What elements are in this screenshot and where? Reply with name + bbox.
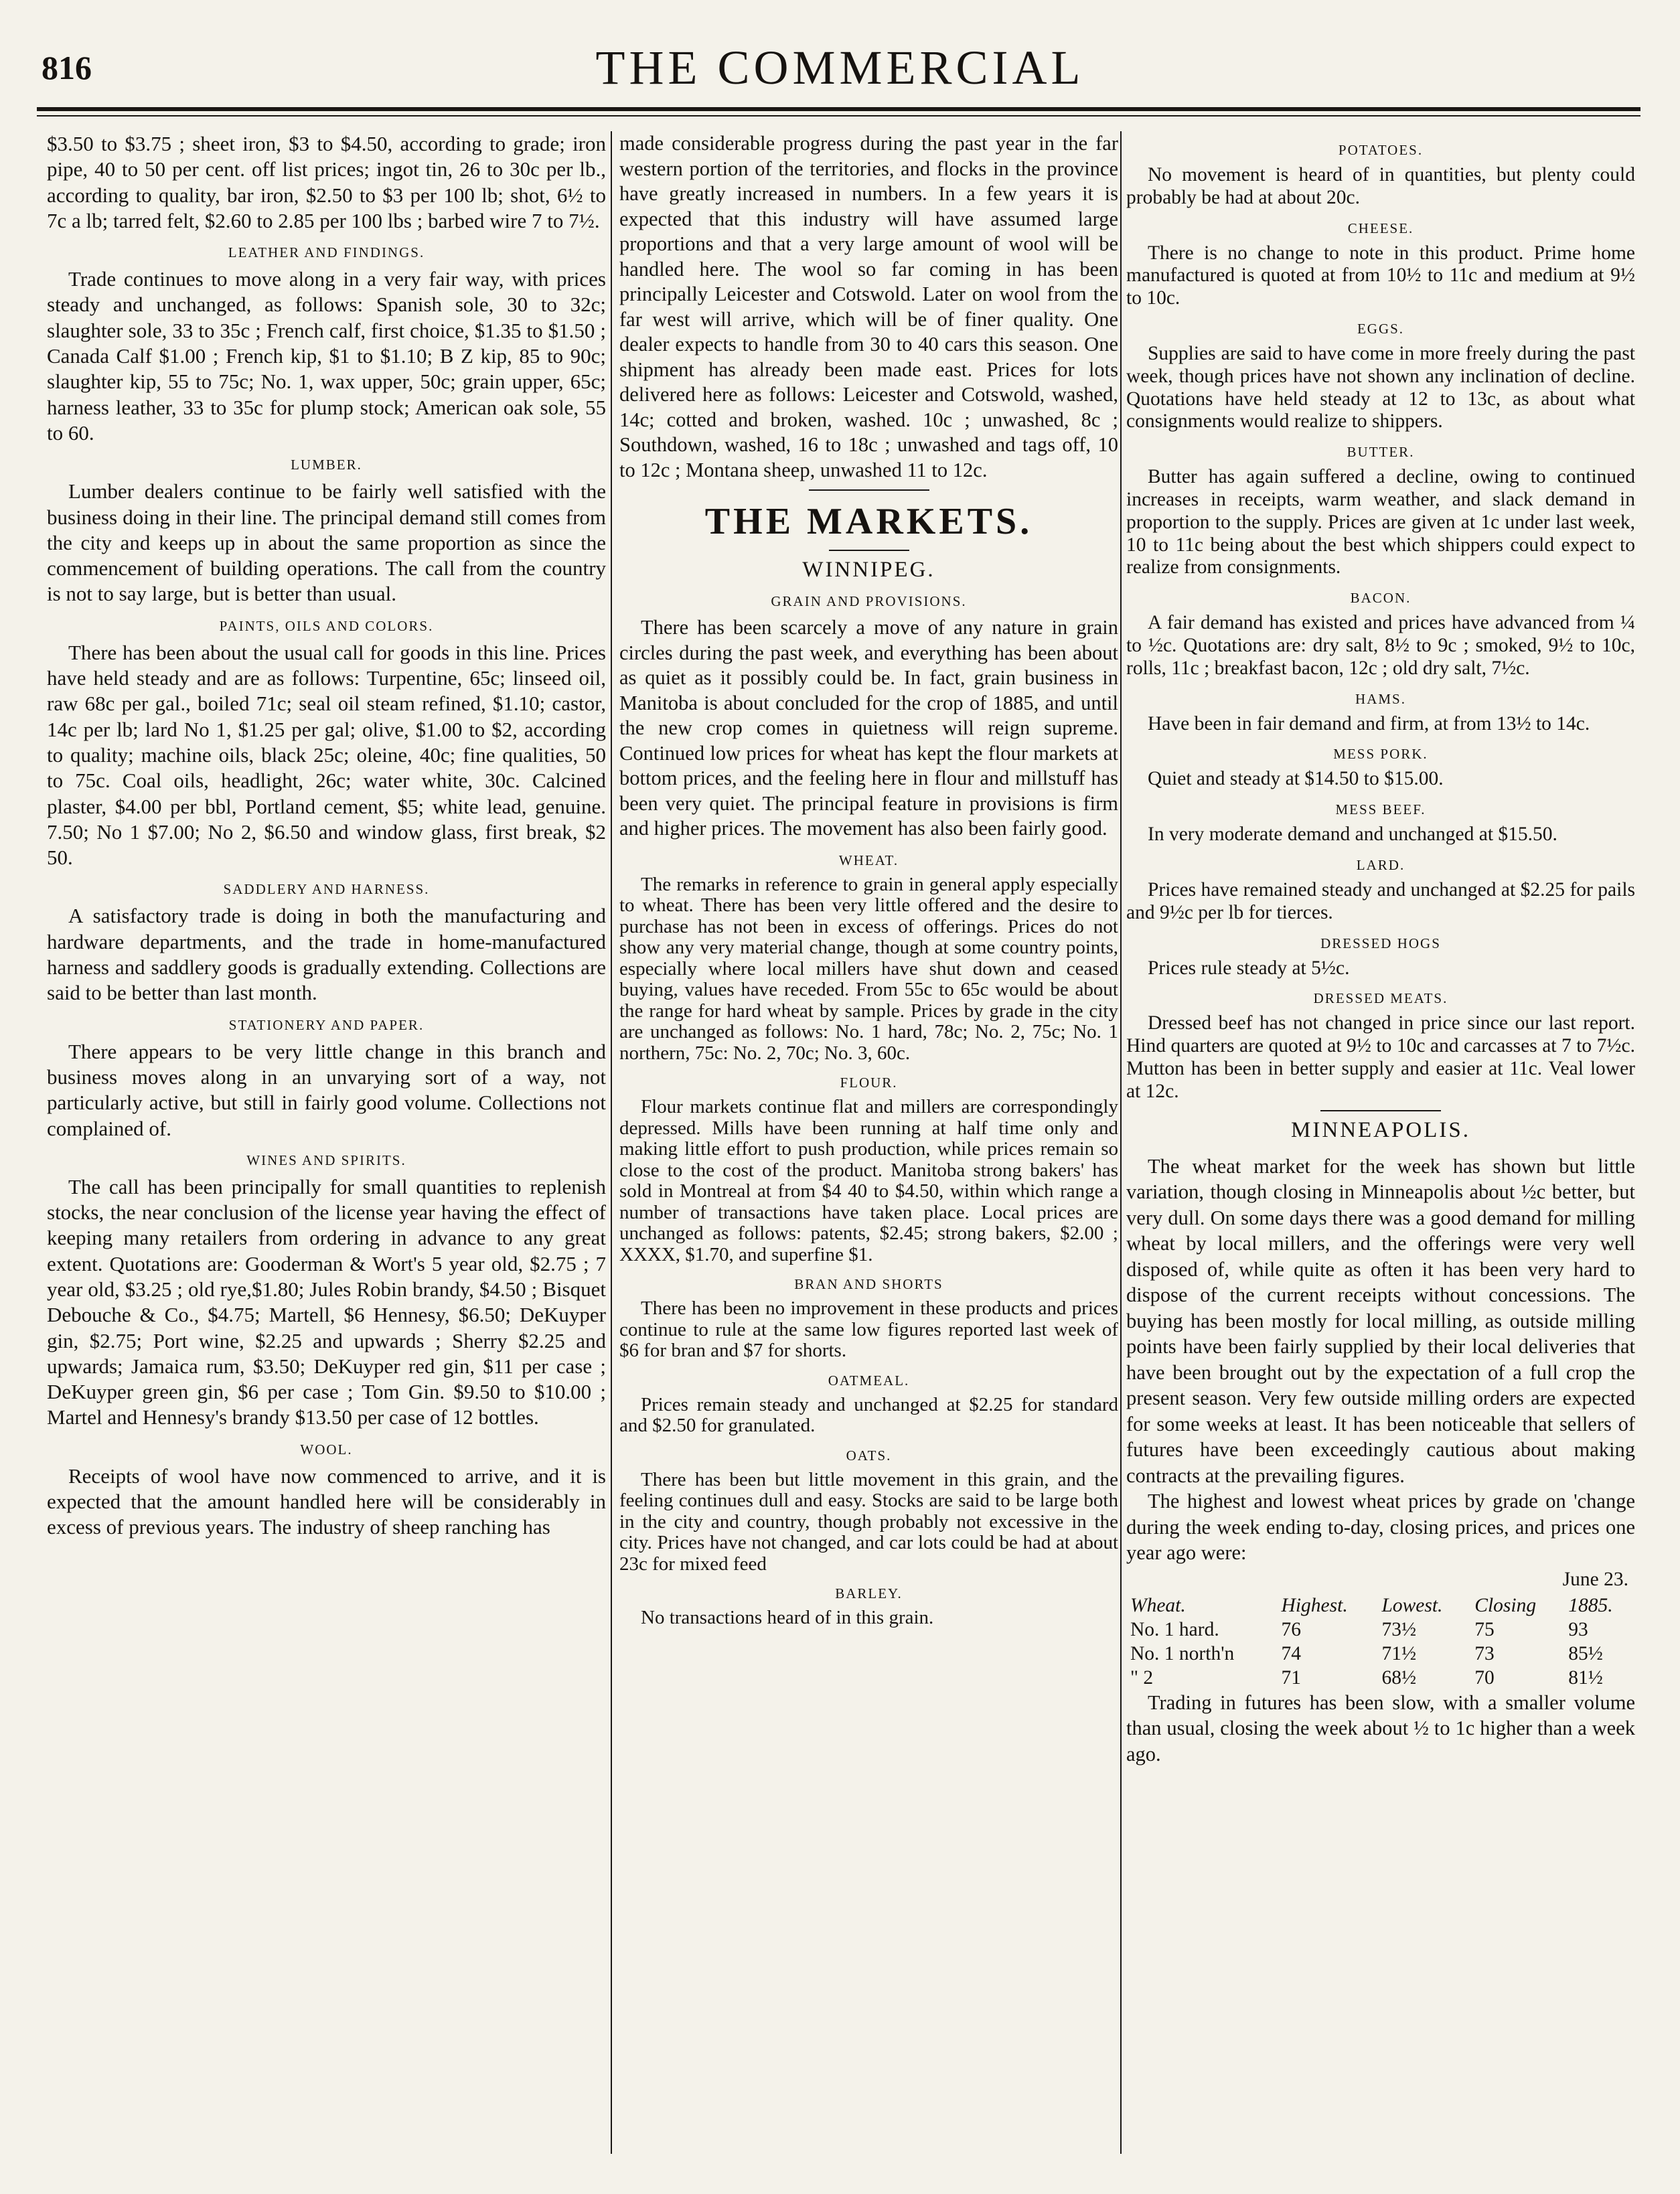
section-text: A fair demand has existed and prices have advanced from ¼ to ½c. Quotations are: dry salt, 8½ to 9c ; smoked, 9½ to 10c, rolls, 11c ; breakfast bacon, 12c ; old dry salt, 7½c. [1126, 612, 1635, 679]
article-section [619, 1447, 1118, 1575]
section-heading: EGGS. [1357, 320, 1405, 337]
article-section [47, 618, 606, 871]
table-cell: No. 1 hard. [1130, 1618, 1219, 1640]
article-section [1126, 746, 1635, 791]
section-heading: WINES AND SPIRITS. [246, 1152, 406, 1168]
section-text: The highest and lowest wheat prices by grade on 'change during the week ending to-day, closing prices, and prices one year ago were: [1126, 1490, 1635, 1565]
section-text: There has been scarcely a move of any nature in grain circles during the past week, and everything has been about as quiet as it possibly could be. In fact, grain business in Manitoba is about concluded for the crop of 1885, and until the new crop comes in quietness will reign supreme. Continued low prices for wheat has kept the flour markets at bottom prices, and the feeling here in flour and millstuff has been very quiet. The principal feature in provisions is firm and higher prices. The movement has also been fairly good. [619, 616, 1118, 840]
section-heading: MESS BEEF. [1335, 801, 1426, 818]
section-text: Trade continues to move along in a very fair way, with prices steady and unchanged, as follows: Spanish sole, 30 to 32c; slaughter sole, 33 to 35c ; French calf, first choice, $1.35 to $1.50 ; Canada Calf $1.00 ; French kip, $1 to $1.10; B Z kip, 85 to 90c; slaughter kip, 55 to 75c; No. 1, wax upper, 50c; grain upper, 65c; harness leather, 33 to 35c for plump stock; American oak sole, 55 to 60. [47, 267, 606, 445]
section-text: The call has been principally for small quantities to replenish stocks, the near conclusion of the license year having the effect of keeping many retailers from ordering in advance to any great extent. Quotations are: Gooderman & Wort's 5 year old, $2.75 ; 7 year old, $3.25 ; old rye,$1.80; Jules Robin brandy, $4.50 ; Bisquet Debouche & Co., $4.75; Martell, $6 Hennesy, $6.50; DeKuyper gin, $2.75; Port wine, $2.25 and upwards ; Sherry $2.25 and upwards; Jamaica rum, $3.50; DeKuyper red gin, $11 per case ; DeKuyper green gin, $6 per case ; Tom Gin. $9.50 to $10.00 ; Martel and Hennesy's brandy $13.50 per case of 12 bottles. [47, 1174, 606, 1429]
section-heading: STATIONERY AND PAPER. [228, 1016, 425, 1033]
section-heading: LARD. [1356, 856, 1405, 873]
section-text: Butter has again suffered a decline, owing to continued increases in receipts, warm weather, and slack demand in proportion to the supply. Prices are given at 1c under last week, 10 to 11c being about the best which shippers could expect to realize from consignments. [1126, 466, 1635, 578]
minneapolis-title: MINNEAPOLIS. [1291, 1117, 1470, 1142]
section-text: There has been about the usual call for goods in this line. Prices have held steady and are as follows: Turpentine, 65c; linseed oil, raw 68c per gal., boiled 71c; seal oil steam refined, $1.10; castor, 14c per lb; lard No 1, $1.25 per gal; olive, $1.00 to $2, according to quality; machine oils, black 25c; oleine, 40c; fine qualities, 50 to 75c. Coal oils, headlight, 26c; water white, 30c. Calcined plaster, $4.00 per bbl, Portland cement, $5; white lead, genuine. 7.50; No 1 $7.00; No 2, $6.50 and window glass, first break, $2 50. [47, 640, 606, 870]
section-text: Trading in futures has been slow, with a smaller volume than usual, closing the week about ½ to 1c higher than a week ago. [1126, 1691, 1635, 1766]
article-section [1126, 142, 1635, 210]
table-row [1126, 1666, 1635, 1690]
section-heading: BACON. [1350, 590, 1411, 607]
section-text: Have been in fair demand and firm, at from 13½ to 14c. [1148, 712, 1590, 734]
column-divider [1120, 131, 1122, 2154]
table-cell: 74 [1281, 1642, 1302, 1664]
section-heading: DRESSED HOGS [1320, 935, 1441, 951]
section-text: Lumber dealers continue to be fairly well satisfied with the business doing in their line. The principal demand still comes from the city and keeps up in about the same proportion as since the commencement of building operations. The call from the country is not to say large, but is better than usual. [47, 479, 606, 606]
section-text: The remarks in reference to grain in general apply especially to wheat. There has been very little offered and the desire to purchase has not been in excess of offerings. Prices do not show any very material change, though at some country points, especially where local millers have shut down and ceased buying, values have receded. From 55c to 65c would be about the range for hard wheat by sample. Prices by grade in the city are unchanged as follows: No. 1 hard, 78c; No. 2, 75c; No. 1 northern, 75c: No. 2, 70c; No. 3, 60c. [619, 873, 1118, 1064]
column-divider [611, 131, 612, 2154]
wheat-price-table [1126, 1593, 1635, 1690]
section-heading: WOOL. [300, 1441, 353, 1458]
section-heading: PAINTS, OILS AND COLORS. [219, 617, 434, 634]
article-section [47, 131, 606, 234]
markets-title: THE MARKETS. [704, 501, 1033, 542]
section-heading: POTATOES. [1338, 142, 1424, 158]
article-section [47, 457, 606, 607]
section-heading: SADDLERY AND HARNESS. [223, 881, 430, 898]
article-section [619, 1373, 1118, 1437]
section-text: Flour markets continue flat and millers are correspondingly depressed. Mills have been running at half time only and making little effort to push production, while prices remain so close to the cost of the product. Manitoba strong bakers' has sold in Montreal at from $4 40 to $4.50, within which range a number of transactions have taken place. Local prices are unchanged as follows: patents, $2.45; strong bakers, $2.00 ; XXXX, $1.70, and superfine $1. [619, 1096, 1118, 1265]
article-section [1126, 590, 1635, 680]
section-heading: FLOUR. [840, 1075, 898, 1091]
section-text: Receipts of wool have now commenced to arrive, and it is expected that the amount handled here will be considerably in excess of previous years. The industry of sheep ranching has [47, 1464, 606, 1539]
section-divider [809, 489, 929, 491]
column-header: Closing [1474, 1594, 1537, 1616]
section-text: No transactions heard of in this grain. [641, 1607, 934, 1628]
section-text: Quiet and steady at $14.50 to $15.00. [1148, 768, 1444, 790]
column-header: Lowest. [1381, 1594, 1443, 1616]
article-section [619, 852, 1118, 1065]
table-cell: 76 [1281, 1618, 1302, 1640]
table-header-row [1126, 1593, 1635, 1618]
table-cell: No. 1 north'n [1130, 1642, 1235, 1664]
section-heading: LUMBER. [291, 457, 362, 473]
article-section [47, 1017, 606, 1142]
section-text: There has been but little movement in this grain, and the feeling continues dull and easy. Stocks are said to be large both in the city and country, though probably not excessive in the city. Prices have not changed, and car lots could be had at about 23c for mixed feed [619, 1468, 1118, 1575]
article-section [1126, 857, 1635, 925]
article-section [1126, 990, 1635, 1103]
winnipeg-title: WINNIPEG. [802, 558, 935, 582]
section-text: Dressed beef has not changed in price since our last report. Hind quarters are quoted at 9½ to 10c and carcasses at 7 to 7½c. Mutton has been in better supply and easier at 11c. Veal lower at 12c. [1126, 1012, 1635, 1102]
section-divider [829, 550, 909, 551]
section-text: There is no change to note in this product. Prime home manufactured is quoted at from 10½ to 11c and medium at 9½ to 10c. [1126, 242, 1635, 309]
column-header: Wheat. [1130, 1594, 1186, 1616]
article-section [47, 1441, 606, 1541]
article-section [47, 1152, 606, 1431]
header-rule-thin [37, 115, 1640, 116]
page-number: 816 [42, 49, 92, 86]
section-heading: GRAIN AND PROVISIONS. [771, 593, 967, 609]
section-heading: DRESSED MEATS. [1313, 990, 1448, 1007]
section-text: No movement is heard of in quantities, but plenty could probably be had at about 20c. [1126, 164, 1635, 208]
section-text: Supplies are said to have come in more freely during the past week, though prices have not shown any inclination of decline. Quotations have held steady at 12 to 13c, as about what consignments would realize to shippers. [1126, 342, 1635, 433]
section-text: $3.50 to $3.75 ; sheet iron, $3 to $4.50, according to grade; iron pipe, 40 to 50 per cent. off list prices; ingot tin, 26 to 30c per lb., according to quality, bar iron, $2.50 to $3 per 100 lb; shot, 6½ to 7c a lb; tarred felt, $2.60 to 2.85 per 100 lbs ; barbed wire 7 to 7½. [47, 132, 606, 232]
article-section [1126, 321, 1635, 433]
header-rule-thick [37, 107, 1640, 111]
article-section [1126, 220, 1635, 310]
column-right [1126, 131, 1635, 2154]
section-heading: WHEAT. [838, 852, 899, 868]
section-heading: BARLEY. [835, 1585, 903, 1601]
article-section [1126, 691, 1635, 736]
section-heading: BUTTER. [1347, 444, 1415, 461]
section-text: The wheat market for the week has shown but little variation, though closing in Minneapolis about ½c better, but very dull. On some days there was a good demand for milling wheat by local millers, and the offerings were very well disposed of, while quite as often it has been very hard to dispose of the current receipts without concessions. The buying has been mostly for local milling, as outside milling points have been fairly supplied by their local deliveries that have been brought out by the expectation of a full crop the present season. Very few outside milling orders are expected for some weeks at least. It has been noticeable that sellers of futures have been exceedingly cautious about making contracts at the prevailing figures. [1126, 1154, 1635, 1487]
section-heading: LEATHER AND FINDINGS. [228, 244, 425, 261]
table-row [1126, 1642, 1635, 1666]
table-cell: " 2 [1130, 1666, 1154, 1689]
section-text: Prices remain steady and unchanged at $2.25 for standard and $2.50 for granulated. [619, 1393, 1118, 1436]
article-section [619, 1585, 1118, 1629]
table-row [1126, 1618, 1635, 1642]
section-text: Prices rule steady at 5½c. [1148, 957, 1350, 979]
article-section [619, 593, 1118, 842]
table-cell: 73 [1474, 1642, 1495, 1664]
section-text: There appears to be very little change in this branch and business moves along in an unvarying sort of a way, not particularly active, but still in fairly good volume. Collections not complained of. [47, 1039, 606, 1140]
wool-continued-text: made considerable progress during the past year in the far western portion of the territories, and flocks in the province have greatly increased in numbers. In a few years it is expected that this industry will have assumed large proportions and that a very large amount of wool will be handled here. The wool so far coming in has been principally Leicester and Cotswold. Later on wool from the far west will arrive, which will be of finer quality. One dealer expects to handle from 30 to 40 cars this season. One shipment has already been made east. Prices for lots delivered here as follows: Leicester and Cotswold, washed, 14c; cotted and broken, washed. 10c ; unwashed, 8c ; Southdown, washed, 16 to 18c ; unwashed and tags off, 10 to 12c ; Montana sheep, unwashed 11 to 12c. [619, 132, 1118, 481]
section-heading: OATMEAL. [828, 1372, 910, 1389]
article-section [47, 881, 606, 1006]
article-section [1126, 935, 1635, 980]
column-header: 1885. [1568, 1594, 1613, 1616]
section-text: There has been no improvement in these products and prices continue to rule at the same low figures reported last week of $6 for bran and $7 for shorts. [619, 1298, 1118, 1361]
table-cell: 73½ [1381, 1618, 1417, 1640]
table-cell: 81½ [1568, 1666, 1603, 1689]
table-cell: 68½ [1381, 1666, 1417, 1689]
article-section [1126, 801, 1635, 846]
column-header: Highest. [1281, 1594, 1348, 1616]
section-heading: OATS. [846, 1447, 892, 1464]
table-cell: 71 [1281, 1666, 1302, 1689]
section-heading: BRAN AND SHORTS [794, 1276, 943, 1292]
table-date: June 23. [1562, 1568, 1628, 1590]
table-cell: 70 [1474, 1666, 1495, 1689]
section-text: In very moderate demand and unchanged at $15.50. [1148, 824, 1557, 846]
section-heading: MESS PORK. [1333, 746, 1428, 763]
article-section [619, 1276, 1118, 1362]
publication-masthead: THE COMMERCIAL [595, 41, 1085, 94]
section-heading: CHEESE. [1347, 220, 1414, 236]
column-middle [619, 131, 1118, 2154]
article-section [47, 244, 606, 446]
article-section [1126, 444, 1635, 579]
table-cell: 85½ [1568, 1642, 1603, 1664]
table-cell: 71½ [1381, 1642, 1417, 1664]
section-text: A satisfactory trade is doing in both the manufacturing and hardware departments, and the trade in home-manufactured harness and saddlery goods is gradually extending. Collections are said to be better than last month. [47, 904, 606, 1005]
section-heading: HAMS. [1355, 690, 1406, 707]
table-cell: 75 [1474, 1618, 1495, 1640]
table-cell: 93 [1568, 1618, 1588, 1640]
article-section [619, 1075, 1118, 1265]
section-divider [1320, 1110, 1441, 1111]
column-left [47, 131, 606, 2154]
section-text: Prices have remained steady and unchanged at $2.25 for pails and 9½c per lb for tierces. [1126, 878, 1635, 923]
